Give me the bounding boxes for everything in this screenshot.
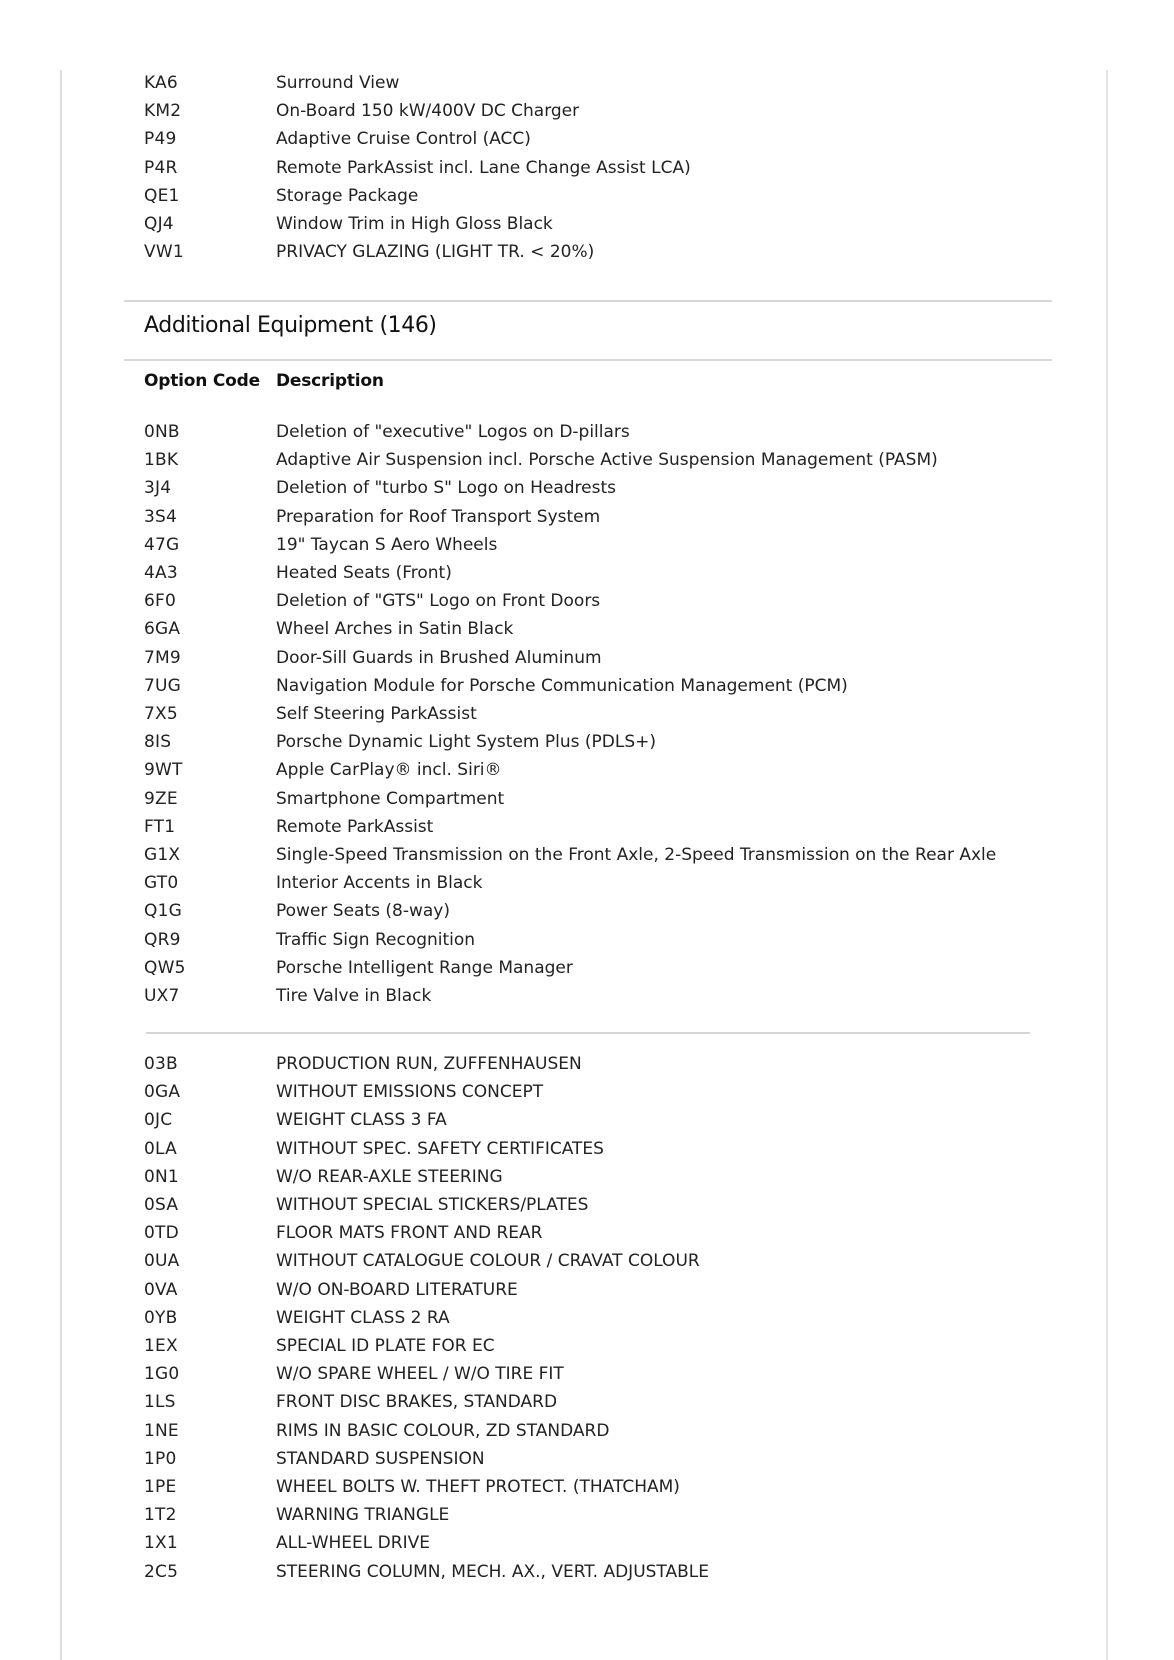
option-code: 1G0 <box>144 1364 180 1385</box>
option-code: 2C5 <box>144 1561 179 1582</box>
option-description: Window Trim in High Gloss Black <box>276 214 553 234</box>
option-description: Wheel Arches in Satin Black <box>276 619 514 640</box>
list-item <box>0 503 1174 531</box>
option-description: Preparation for Roof Transport System <box>276 506 601 527</box>
list-item <box>0 869 1174 897</box>
column-header-option-code: Option Code <box>144 371 260 391</box>
list-item <box>0 1388 1174 1416</box>
option-description: WITHOUT EMISSIONS CONCEPT <box>276 1082 544 1103</box>
list-item <box>0 1247 1174 1275</box>
option-description: Apple CarPlay® incl. Siri® <box>276 760 502 781</box>
option-code: UX7 <box>144 986 180 1006</box>
option-description: Surround View <box>276 73 400 93</box>
option-description: Deletion of "executive" Logos on D-pillars <box>276 422 630 442</box>
option-code: 0NB <box>144 422 180 442</box>
option-code: 6GA <box>144 619 181 640</box>
option-code: 1T2 <box>144 1505 177 1526</box>
option-description: Adaptive Cruise Control (ACC) <box>276 129 531 150</box>
option-description: Power Seats (8-way) <box>276 901 450 922</box>
option-description: Door-Sill Guards in Brushed Aluminum <box>276 647 602 668</box>
list-item <box>0 1163 1174 1191</box>
option-code: 3J4 <box>144 478 172 499</box>
list-item <box>0 1219 1174 1247</box>
option-code: 1BK <box>144 450 179 471</box>
option-description: Deletion of "turbo S" Logo on Headrests <box>276 478 616 499</box>
option-code: 0UA <box>144 1251 180 1272</box>
option-code: 1X1 <box>144 1533 178 1554</box>
list-item <box>0 841 1174 869</box>
list-item <box>0 587 1174 615</box>
option-description: Porsche Intelligent Range Manager <box>276 957 573 978</box>
section-title-divider <box>124 359 1052 361</box>
option-code: 9ZE <box>144 788 178 809</box>
list-item <box>0 474 1174 502</box>
list-item <box>0 210 1174 238</box>
section-divider <box>124 300 1052 302</box>
list-item <box>0 926 1174 954</box>
list-item <box>0 125 1174 153</box>
option-description: SPECIAL ID PLATE FOR EC <box>276 1336 495 1356</box>
list-item <box>0 531 1174 559</box>
option-description: Single-Speed Transmission on the Front Axle, 2-Speed Transmission on the Rear Axle <box>276 845 997 865</box>
option-description: Adaptive Air Suspension incl. Porsche Active Suspension Management (PASM) <box>276 450 938 471</box>
option-code: VW1 <box>144 242 184 263</box>
list-item <box>0 154 1174 182</box>
list-item <box>0 1332 1174 1360</box>
column-header-description: Description <box>276 371 384 391</box>
list-divider <box>146 1032 1030 1034</box>
option-code: 1NE <box>144 1420 179 1441</box>
option-description: STEERING COLUMN, MECH. AX., VERT. ADJUSTABLE <box>276 1561 710 1582</box>
option-description: WARNING TRIANGLE <box>276 1505 450 1526</box>
option-description: PRODUCTION RUN, ZUFFENHAUSEN <box>276 1054 582 1074</box>
list-item <box>0 1360 1174 1388</box>
option-description: RIMS IN BASIC COLOUR, ZD STANDARD <box>276 1420 610 1441</box>
list-item <box>0 559 1174 587</box>
list-item <box>0 1558 1174 1586</box>
option-code: 0GA <box>144 1082 181 1103</box>
section-title: Additional Equipment (146) <box>144 313 437 338</box>
option-description: FRONT DISC BRAKES, STANDARD <box>276 1392 558 1413</box>
option-description: Smartphone Compartment <box>276 788 505 809</box>
option-code: KA6 <box>144 73 178 93</box>
option-description: STANDARD SUSPENSION <box>276 1448 485 1469</box>
option-code: 1LS <box>144 1392 176 1413</box>
option-description: 19" Taycan S Aero Wheels <box>276 534 498 555</box>
option-code: QJ4 <box>144 214 174 234</box>
option-code: 0YB <box>144 1307 178 1328</box>
list-item <box>0 982 1174 1010</box>
list-item <box>0 446 1174 474</box>
list-item <box>0 1501 1174 1529</box>
option-description: Porsche Dynamic Light System Plus (PDLS+) <box>276 732 657 753</box>
option-description: FLOOR MATS FRONT AND REAR <box>276 1223 543 1244</box>
list-item <box>0 238 1174 266</box>
list-item <box>0 813 1174 841</box>
option-code: 3S4 <box>144 506 178 527</box>
list-item <box>0 728 1174 756</box>
option-description: W/O REAR-AXLE STEERING <box>276 1166 503 1187</box>
option-code: 6F0 <box>144 591 177 612</box>
option-code: QW5 <box>144 957 186 978</box>
option-description: W/O SPARE WHEEL / W/O TIRE FIT <box>276 1364 564 1385</box>
list-item <box>0 1135 1174 1163</box>
option-code: P4R <box>144 157 178 178</box>
option-code: 9WT <box>144 760 183 781</box>
option-code: KM2 <box>144 101 182 122</box>
list-item <box>0 1473 1174 1501</box>
option-description: Remote ParkAssist <box>276 816 434 837</box>
option-code: 0LA <box>144 1138 177 1159</box>
option-code: 0JC <box>144 1110 173 1131</box>
option-code: 8IS <box>144 732 172 753</box>
list-item <box>0 954 1174 982</box>
option-code: QR9 <box>144 929 181 950</box>
option-description: W/O ON-BOARD LITERATURE <box>276 1279 518 1300</box>
option-description: Tire Valve in Black <box>276 986 432 1006</box>
option-code: GT0 <box>144 873 179 894</box>
option-description: WEIGHT CLASS 3 FA <box>276 1110 447 1131</box>
list-item <box>0 644 1174 672</box>
option-code: FT1 <box>144 816 176 837</box>
list-item <box>0 700 1174 728</box>
option-code: 0N1 <box>144 1166 179 1187</box>
option-description: WITHOUT CATALOGUE COLOUR / CRAVAT COLOUR <box>276 1251 700 1272</box>
option-description: Navigation Module for Porsche Communication Management (PCM) <box>276 675 848 696</box>
option-description: Traffic Sign Recognition <box>276 929 476 950</box>
list-item <box>0 69 1174 97</box>
option-code: 0SA <box>144 1195 179 1215</box>
list-item <box>0 1191 1174 1219</box>
list-item <box>0 1078 1174 1106</box>
option-code: P49 <box>144 129 177 150</box>
option-code: 1PE <box>144 1477 177 1497</box>
option-code: Q1G <box>144 901 182 922</box>
option-code: 47G <box>144 534 180 555</box>
option-description: Self Steering ParkAssist <box>276 704 477 724</box>
list-item <box>0 1417 1174 1445</box>
option-description: Deletion of "GTS" Logo on Front Doors <box>276 591 601 612</box>
list-item <box>0 1529 1174 1557</box>
option-description: Heated Seats (Front) <box>276 563 452 583</box>
option-description: Interior Accents in Black <box>276 873 483 894</box>
list-item <box>0 615 1174 643</box>
option-code: 7X5 <box>144 704 178 724</box>
list-item <box>0 672 1174 700</box>
option-description: On-Board 150 kW/400V DC Charger <box>276 101 580 122</box>
list-item <box>0 97 1174 125</box>
list-item <box>0 785 1174 813</box>
list-item <box>0 1276 1174 1304</box>
option-description: PRIVACY GLAZING (LIGHT TR. < 20%) <box>276 242 595 263</box>
option-description: Remote ParkAssist incl. Lane Change Assist LCA) <box>276 157 691 178</box>
list-item <box>0 1106 1174 1134</box>
option-code: 1P0 <box>144 1448 177 1469</box>
option-code: 0TD <box>144 1223 179 1244</box>
list-item <box>0 418 1174 446</box>
option-description: WITHOUT SPEC. SAFETY CERTIFICATES <box>276 1138 604 1159</box>
option-code: G1X <box>144 845 181 865</box>
list-item <box>0 897 1174 925</box>
option-description: WEIGHT CLASS 2 RA <box>276 1307 450 1328</box>
list-item <box>0 756 1174 784</box>
option-description: Storage Package <box>276 185 419 206</box>
list-item <box>0 1050 1174 1078</box>
option-description: WITHOUT SPECIAL STICKERS/PLATES <box>276 1195 589 1215</box>
option-code: 7M9 <box>144 647 181 668</box>
list-item <box>0 1445 1174 1473</box>
option-description: ALL-WHEEL DRIVE <box>276 1533 430 1554</box>
list-item <box>0 182 1174 210</box>
option-code: QE1 <box>144 185 180 206</box>
option-description: WHEEL BOLTS W. THEFT PROTECT. (THATCHAM) <box>276 1477 680 1497</box>
option-code: 03B <box>144 1054 178 1074</box>
option-code: 1EX <box>144 1336 178 1356</box>
list-item <box>0 1304 1174 1332</box>
option-code: 0VA <box>144 1279 178 1300</box>
option-code: 7UG <box>144 675 182 696</box>
option-code: 4A3 <box>144 563 178 583</box>
